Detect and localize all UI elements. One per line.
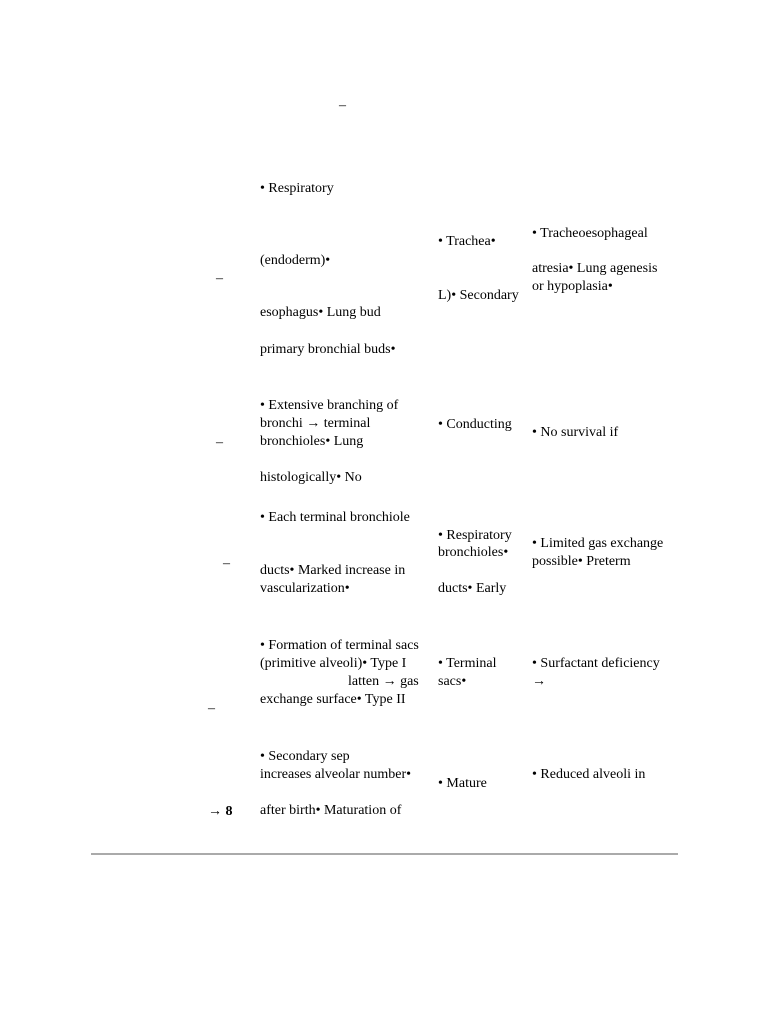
clinical-line: → <box>532 674 546 689</box>
structures-line: sacs• <box>438 674 467 689</box>
clinical-line: possible• Preterm <box>532 554 631 569</box>
structures-line: ducts• Early <box>438 581 507 596</box>
structures-line: • Respiratory <box>438 528 512 543</box>
structures-line: • Terminal <box>438 656 497 671</box>
description-line: • Secondary sep <box>260 749 350 764</box>
description-line: histologically• No <box>260 470 362 485</box>
row-marker: – <box>223 556 230 571</box>
clinical-line: • Limited gas exchange <box>532 536 664 551</box>
structures-line: L)• Secondary <box>438 288 519 303</box>
description-line: after birth• Maturation of <box>260 803 402 818</box>
description-line: • Formation of terminal sacs <box>260 638 419 653</box>
description-line: exchange surface• Type II <box>260 692 406 707</box>
description-line: ducts• Marked increase in <box>260 563 406 578</box>
description-line: vascularization• <box>260 581 350 596</box>
clinical-line: • Tracheoesophageal <box>532 226 648 241</box>
description-line: • Respiratory <box>260 181 334 196</box>
structures-line: • Conducting <box>438 417 512 432</box>
bottom-rule <box>91 853 678 855</box>
description-line: (endoderm)• <box>260 253 331 268</box>
clinical-line: or hypoplasia• <box>532 279 613 294</box>
description-line: bronchioles• Lung <box>260 434 364 449</box>
description-line: • Each terminal bronchiole <box>260 510 410 525</box>
structures-line: bronchioles• <box>438 545 509 560</box>
description-line: primary bronchial buds• <box>260 342 396 357</box>
header-dash: – <box>339 98 346 113</box>
clinical-line: atresia• Lung agenesis <box>532 261 658 276</box>
description-line: increases alveolar number• <box>260 767 412 782</box>
clinical-line: • No survival if <box>532 425 619 440</box>
row-marker: – <box>216 435 223 450</box>
structures-line: • Mature <box>438 776 487 791</box>
description-line: (primitive alveoli)• Type I <box>260 656 407 671</box>
structures-line: • Trachea• <box>438 234 496 249</box>
row-marker: → 8 <box>208 804 233 819</box>
description-line: • Extensive branching of <box>260 398 399 413</box>
row-marker: – <box>216 271 223 286</box>
description-line: latten → gas <box>348 674 419 689</box>
clinical-line: • Reduced alveoli in <box>532 767 646 782</box>
description-line: esophagus• Lung bud <box>260 305 381 320</box>
row-marker: – <box>208 701 215 716</box>
clinical-line: • Surfactant deficiency <box>532 656 660 671</box>
description-line: bronchi → terminal <box>260 416 371 431</box>
